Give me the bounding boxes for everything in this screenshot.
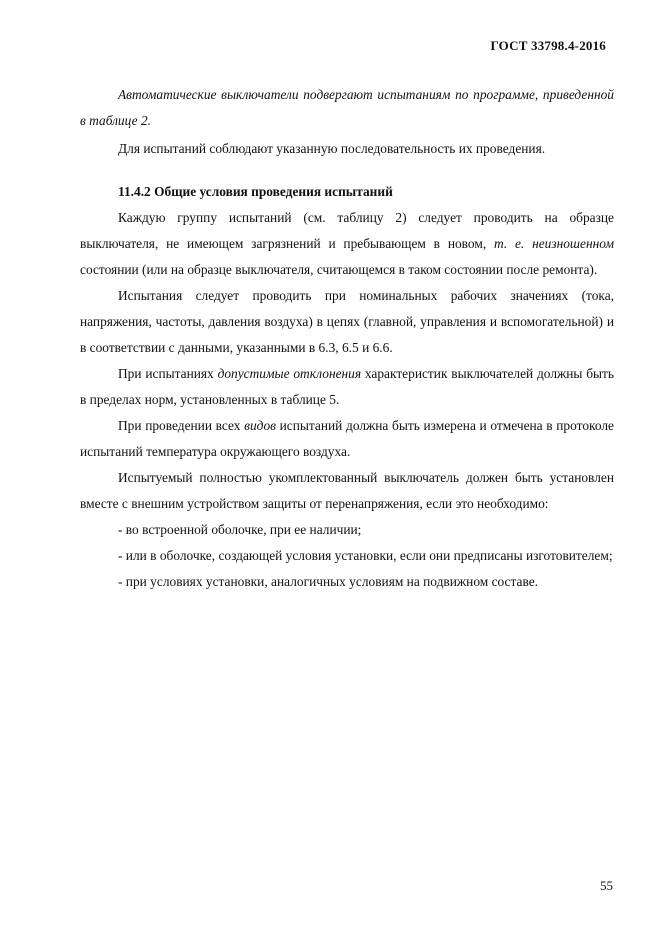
italic-text-segment: допустимые отклонения: [217, 366, 362, 381]
paragraph-test-program: Автоматические выключатели подвергают испытаниям по программе, приведенной в таблице 2.: [80, 87, 614, 128]
document-code-header: ГОСТ 33798.4-2016: [490, 38, 606, 53]
page-number: 55: [600, 878, 613, 893]
text-segment: состоянии (или на образце выключателя, считающемся в таком состоянии после ремонта).: [80, 262, 598, 277]
italic-text-segment: видов: [244, 418, 276, 433]
document-body: [80, 82, 614, 595]
paragraph-test-groups: [80, 205, 614, 283]
section-heading: 11.4.2 Общие условия проведения испытаний: [118, 184, 393, 199]
paragraph-test-sequence: Для испытаний соблюдают указанную последовательность их проведения.: [118, 141, 546, 156]
text-segment: испытаний должна быть измерена и отмечена в протоколе испытаний температура окружающего воздуха.: [80, 418, 614, 459]
list-item: - при условиях установки, аналогичных условиям на подвижном составе.: [118, 574, 538, 589]
text-segment: При испытаниях: [118, 366, 218, 381]
list-item: - во встроенной оболочке, при ее наличии;: [118, 522, 362, 537]
italic-text-segment: т. е. неизношенном: [493, 236, 614, 251]
paragraph-rated-values: Испытания следует проводить при номинальных рабочих значениях (тока, напряжения, частоты, давления воздуха) в цепях (главной, управления и вспомогательной) и в соответствии с данными, указанными в 6.3, 6.5 и 6.6.: [80, 288, 614, 355]
paragraph-tolerances: [80, 361, 614, 413]
list-item: - или в оболочке, создающей условия установки, если они предписаны изготовителем;: [118, 548, 613, 563]
paragraph-overvoltage-protection: Испытуемый полностью укомплектованный выключатель должен быть установлен вместе с внешним устройством защиты от перенапряжения, если это необходимо:: [80, 470, 614, 511]
text-segment: характеристик выключателей должны быть в пределах норм, установленных в таблице 5.: [80, 366, 614, 407]
text-segment: Каждую группу испытаний (см. таблицу 2) следует проводить на образце выключателя, не имеющем загрязнений и пребывающем в новом,: [80, 210, 614, 251]
paragraph-ambient-temperature: [80, 413, 614, 465]
text-segment: При проведении всех: [118, 418, 245, 433]
